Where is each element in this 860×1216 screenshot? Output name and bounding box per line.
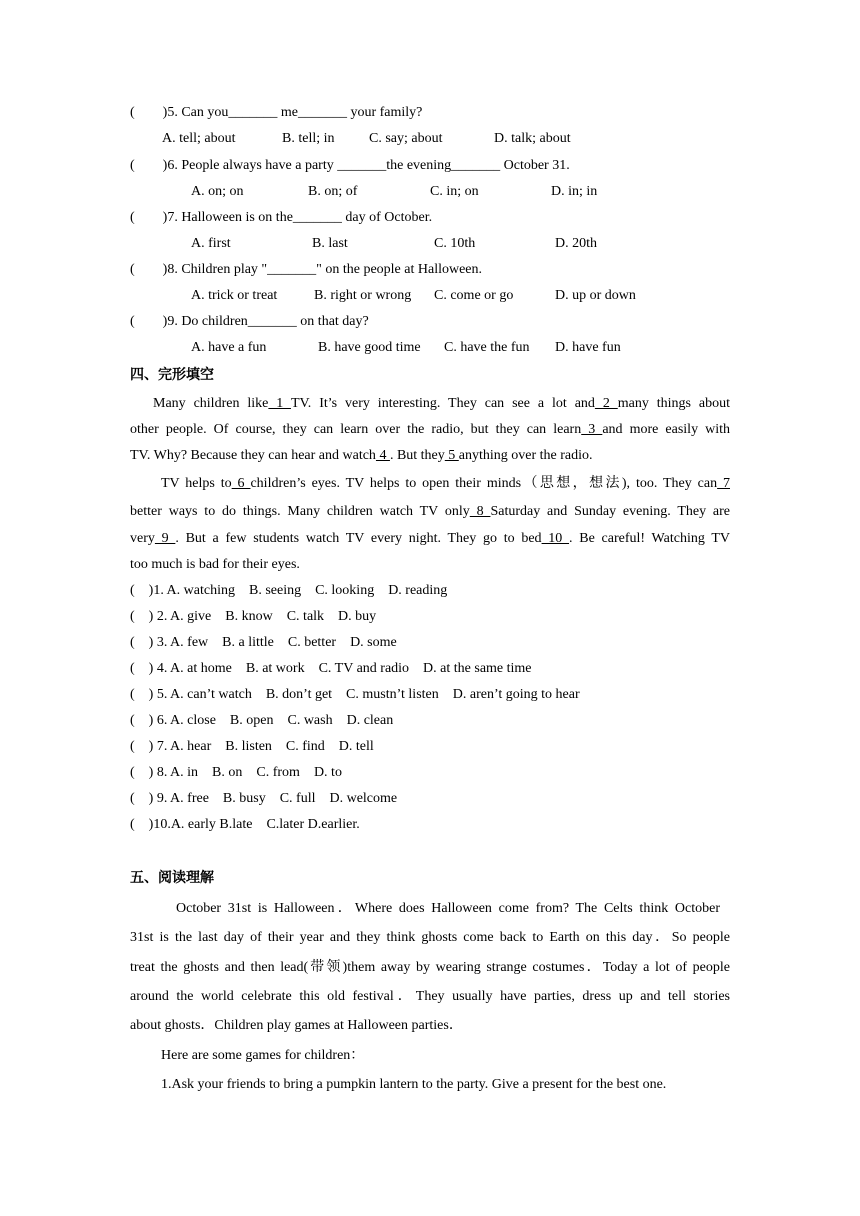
- section-heading-cloze: 四、完形填空: [130, 368, 214, 383]
- cloze-line: other people. Of course, they can learn over the radio, but they can learn 3 and more easily with: [130, 422, 731, 437]
- cloze-option-row: ( ) 4. A. at home B. at work C. TV and radio D. at the same time: [130, 661, 532, 676]
- blank-10: 10: [541, 531, 570, 546]
- reading-line: 31st is the last day of their year and they think ghosts come back to Earth on this day．So people: [130, 930, 730, 945]
- option-a: A. first: [191, 236, 231, 251]
- games-intro: Here are some games for children：: [161, 1048, 365, 1063]
- option-b: B. on; of: [308, 184, 358, 199]
- blank-6: 6: [231, 476, 251, 491]
- option-d: D. up or down: [555, 288, 636, 303]
- cloze-line: better ways to do things. Many children watch TV only 8 Saturday and Sunday evening. They are: [130, 504, 731, 519]
- option-a: A. trick or treat: [191, 288, 278, 303]
- blank-9: 9: [154, 531, 176, 546]
- option-a: A. tell; about: [162, 131, 236, 146]
- option-c: C. say; about: [369, 131, 443, 146]
- blank-4: 4: [375, 448, 390, 463]
- cloze-option-row: ( ) 3. A. few B. a little C. better D. some: [130, 635, 397, 650]
- section-heading-reading: 五、阅读理解: [130, 871, 214, 886]
- option-d: D. 20th: [555, 236, 597, 251]
- option-b: B. tell; in: [282, 131, 335, 146]
- question-stem: ( )7. Halloween is on the_______ day of October.: [130, 210, 433, 225]
- cloze-line: Many children like 1 TV. It’s very interesting. They can see a lot and 2 many things about: [153, 396, 730, 411]
- blank-5: 5: [444, 448, 459, 463]
- cloze-option-row: ( ) 2. A. give B. know C. talk D. buy: [130, 609, 377, 624]
- reading-line: treat the ghosts and then lead(带领)them away by wearing strange costumes．Today a lot of people: [130, 960, 730, 975]
- cloze-option-row: ( ) 5. A. can’t watch B. don’t get C. mustn’t listen D. aren’t going to hear: [130, 687, 580, 702]
- option-c: C. have the fun: [444, 340, 530, 355]
- option-b: B. last: [312, 236, 348, 251]
- blank-7: 7: [717, 476, 730, 491]
- reading-line: about ghosts．Children play games at Halloween parties．: [130, 1018, 463, 1033]
- blank-3: 3: [581, 422, 603, 437]
- option-c: C. in; on: [430, 184, 479, 199]
- game-item-1: 1.Ask your friends to bring a pumpkin lantern to the party. Give a present for the best one.: [161, 1077, 667, 1092]
- blank-2: 2: [594, 396, 618, 411]
- cloze-option-row: ( ) 8. A. in B. on C. from D. to: [130, 765, 342, 780]
- option-b: B. right or wrong: [314, 288, 412, 303]
- blank-1: 1: [268, 396, 291, 411]
- question-stem: ( )5. Can you_______ me_______ your family?: [130, 105, 423, 120]
- cloze-line: TV helps to 6 children’s eyes. TV helps to open their minds（思想，想法), too. They can 7: [161, 476, 730, 491]
- question-stem: ( )6. People always have a party _______the evening_______ October 31.: [130, 158, 570, 173]
- option-c: C. come or go: [434, 288, 514, 303]
- question-stem: ( )9. Do children_______ on that day?: [130, 314, 369, 329]
- option-d: D. in; in: [551, 184, 598, 199]
- reading-line: October 31st is Halloween．Where does Halloween come from? The Celts think October: [176, 901, 720, 916]
- option-d: D. talk; about: [494, 131, 571, 146]
- option-b: B. have good time: [318, 340, 421, 355]
- question-stem: ( )8. Children play "_______" on the people at Halloween.: [130, 262, 483, 277]
- cloze-option-row: ( )1. A. watching B. seeing C. looking D. reading: [130, 583, 448, 598]
- option-d: D. have fun: [555, 340, 621, 355]
- cloze-line: TV. Why? Because they can hear and watch 4 . But they 5 anything over the radio.: [130, 448, 593, 463]
- cloze-option-row: ( ) 9. A. free B. busy C. full D. welcome: [130, 791, 398, 806]
- option-c: C. 10th: [434, 236, 476, 251]
- option-a: A. have a fun: [191, 340, 267, 355]
- cloze-line: very 9 . But a few students watch TV every night. They go to bed 10 . Be careful! Watching TV: [130, 531, 730, 546]
- cloze-option-row: ( ) 6. A. close B. open C. wash D. clean: [130, 713, 394, 728]
- option-a: A. on; on: [191, 184, 244, 199]
- cloze-line: too much is bad for their eyes.: [130, 557, 300, 572]
- reading-line: around the world celebrate this old festival．They usually have parties, dress up and tell stories: [130, 989, 730, 1004]
- cloze-option-row: ( ) 7. A. hear B. listen C. find D. tell: [130, 739, 374, 754]
- blank-8: 8: [469, 504, 491, 519]
- cloze-option-row: ( )10.A. early B.late C.later D.earlier.: [130, 817, 360, 832]
